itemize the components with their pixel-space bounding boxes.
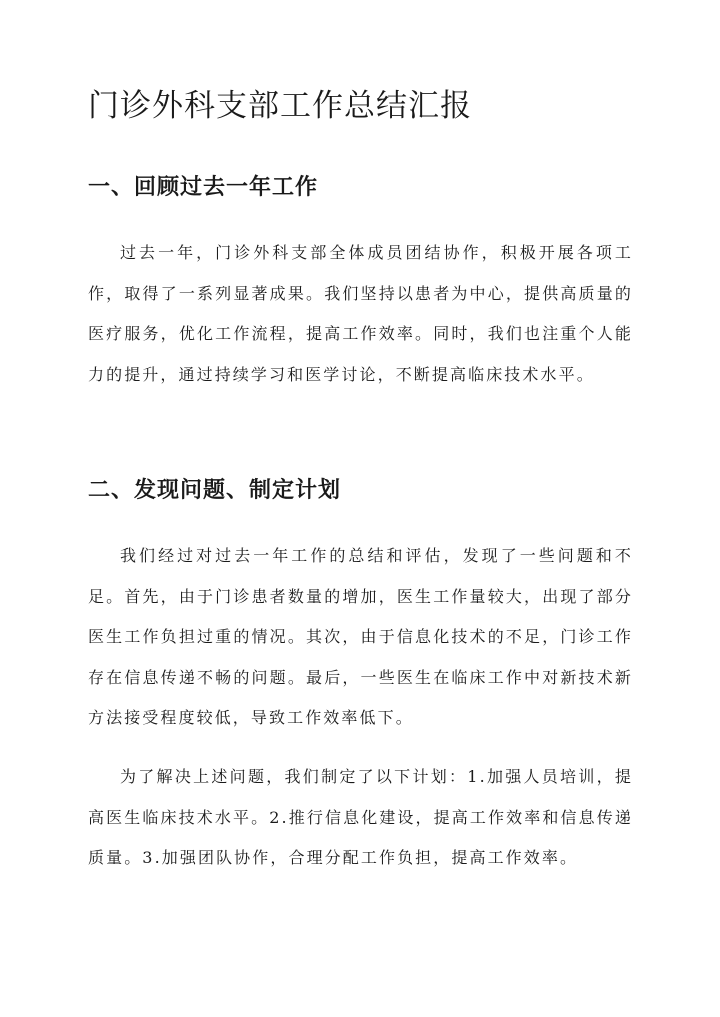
section-heading-review: 一、回顾过去一年工作: [88, 174, 319, 200]
paragraph-plans: 为了解决上述问题，我们制定了以下计划：1.加强人员培训，提高医生临床技术水平。2.推行信息化建设，提高工作效率和信息传递质量。3.加强团队协作，合理分配工作负担，提高工作效率。: [88, 767, 633, 867]
paragraph-review: 过去一年，门诊外科支部全体成员团结协作，积极开展各项工作，取得了一系列显著成果。我们坚持以患者为中心，提供高质量的医疗服务，优化工作流程，提高工作效率。同时，我们也注重个人能力的提升，通过持续学习和医学讨论，不断提高临床技术水平。: [88, 243, 633, 384]
document-title: 门诊外科支部工作总结汇报: [88, 88, 472, 124]
paragraph-problems: 我们经过对过去一年工作的总结和评估，发现了一些问题和不足。首先，由于门诊患者数量的增加，医生工作量较大，出现了部分医生工作负担过重的情况。其次，由于信息化技术的不足，门诊工作存在信息传递不畅的问题。最后，一些医生在临床工作中对新技术新方法接受程度较低，导致工作效率低下。: [88, 546, 633, 727]
section-heading-problems-plans: 二、发现问题、制定计划: [88, 477, 342, 503]
